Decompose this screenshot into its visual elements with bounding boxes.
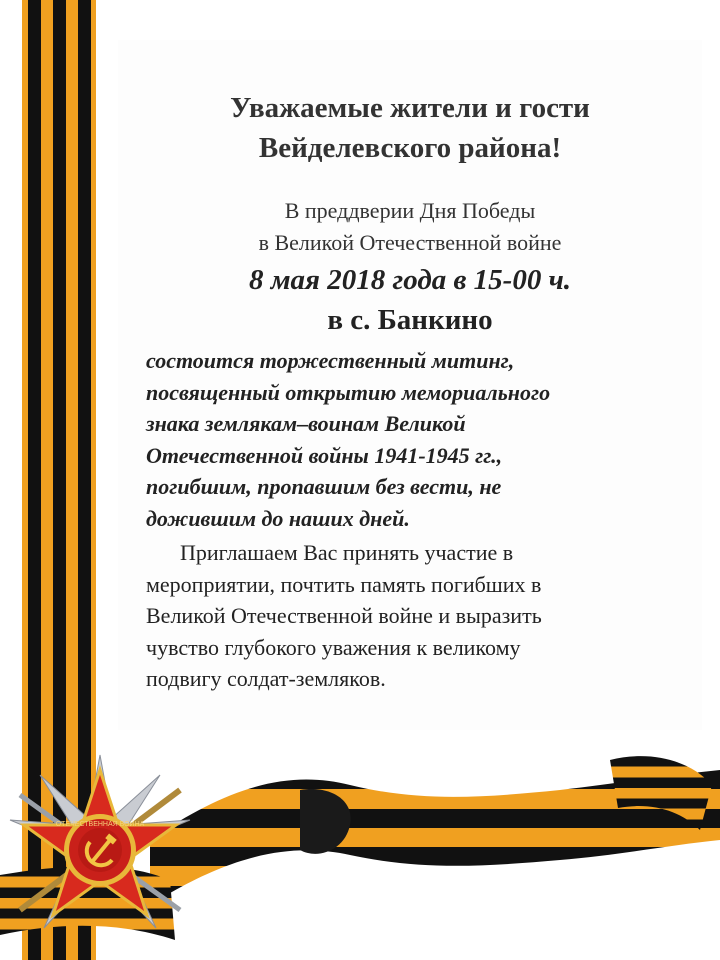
event-line-2: посвященный открытию мемориального (146, 379, 551, 405)
invite-line-5: подвигу солдат-земляков. (146, 666, 386, 691)
order-inscription: ОТЕЧЕСТВЕННАЯ ВОЙНА (55, 821, 145, 828)
headline-line-1: Уважаемые жители и гости (230, 92, 590, 124)
event-place: в с. Банкино (327, 304, 493, 336)
event-line-6: дожившим до наших дней. (146, 505, 410, 531)
invite-line-2: мероприятии, почтить память погибших в (146, 571, 542, 597)
event-datetime: 8 мая 2018 года в 15-00 ч. (248, 264, 572, 296)
event-line-3: знака землякам–воинам Великой (146, 411, 466, 436)
invite-line-1: Приглашаем Вас принять участие в (180, 540, 514, 565)
invite-line-3: Великой Отечественной войне и выразить (146, 603, 542, 628)
lead-line-1: В преддверии Дня Победы (284, 198, 536, 223)
headline-line-2: Вейделевского района! (258, 132, 562, 164)
invitation-paragraph (146, 537, 674, 695)
event-line-4: Отечественной войны 1941-1945 гг., (146, 442, 503, 468)
ribbon-and-order-decoration (0, 690, 720, 960)
event-line-5: погибшим, пропавшим без вести, не (146, 474, 502, 499)
lead-line-2: в Великой Отечественной войне (258, 230, 562, 255)
invite-line-4: чувство глубокого уважения к великому (146, 634, 521, 660)
event-description (146, 345, 674, 534)
headline (146, 88, 674, 168)
lead-text (146, 195, 674, 259)
event-line-1: состоится торжественный митинг, (146, 348, 515, 373)
